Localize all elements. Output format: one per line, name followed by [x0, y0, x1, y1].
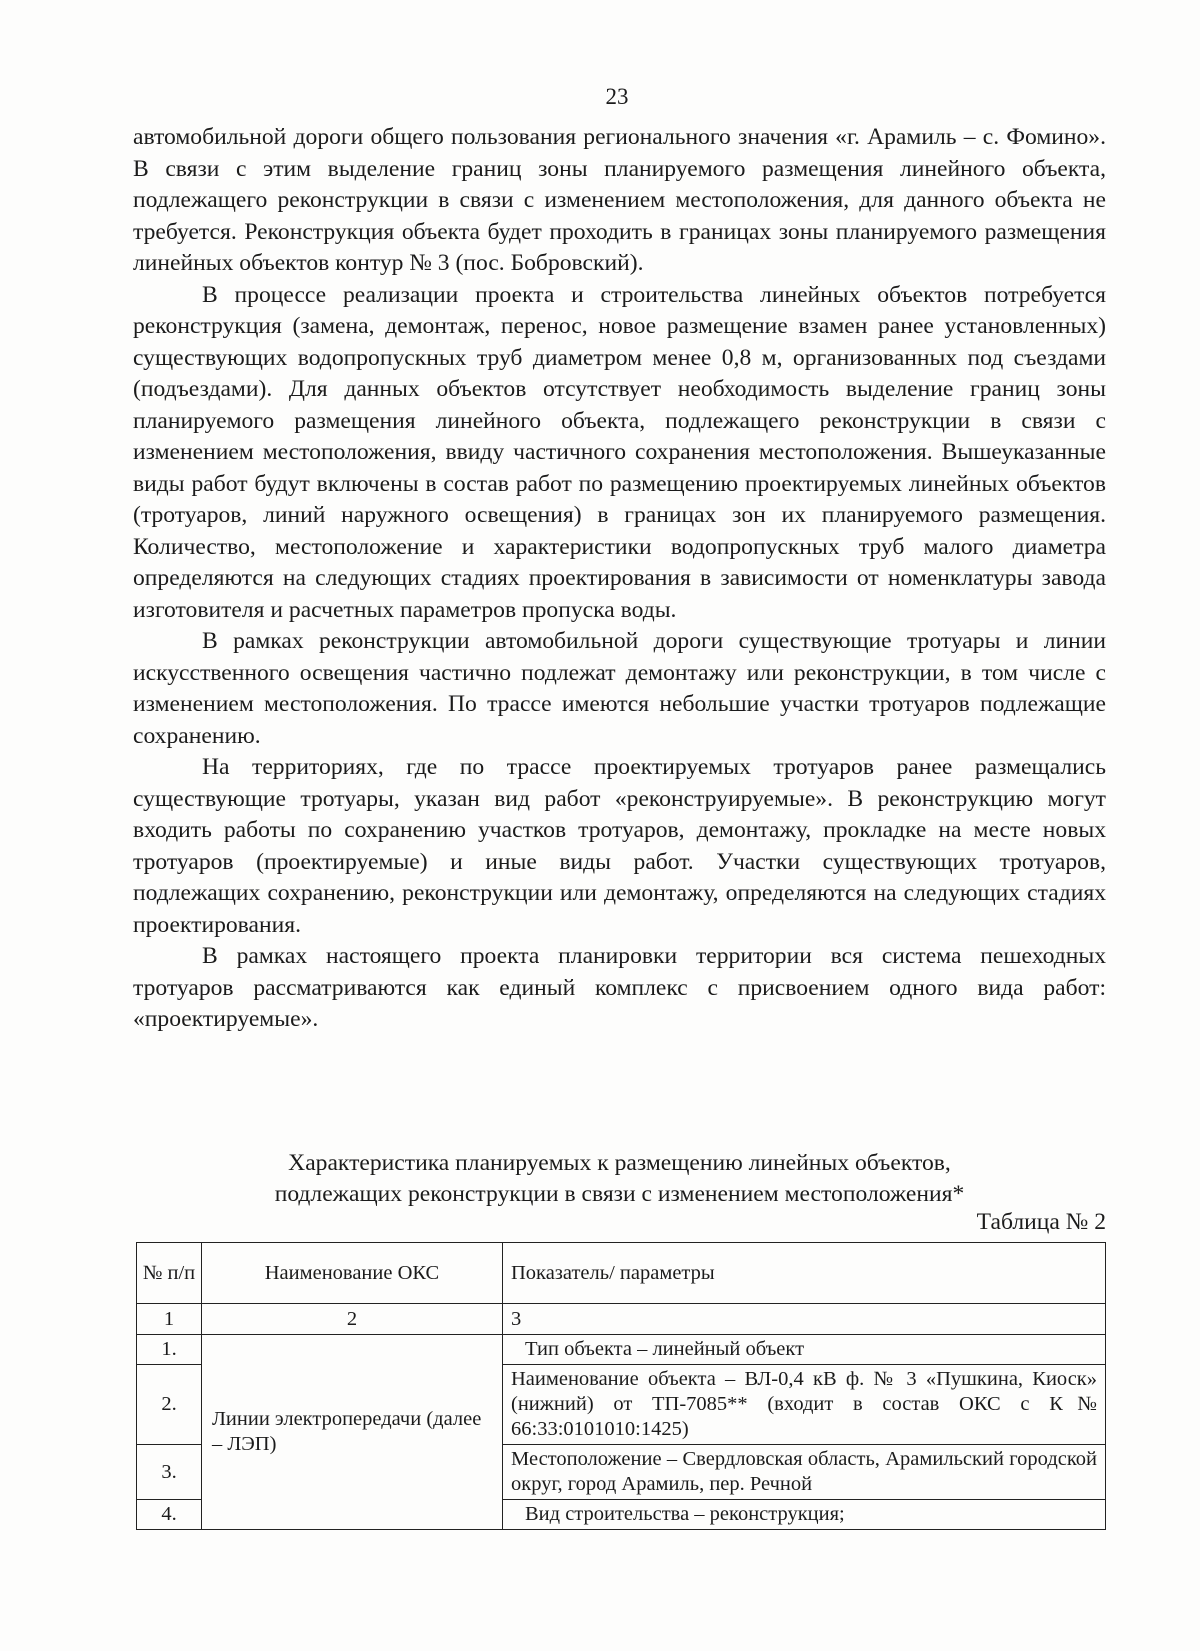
table-label: Таблица № 2	[976, 1209, 1106, 1235]
caption-line: Характеристика планируемых к размещению линейных объектов,	[288, 1150, 951, 1176]
paragraph: На территориях, где по трассе проектируемых тротуаров ранее размещались существующие тротуары, указан вид работ «реконструируемые». В реконструкцию могут входить работы по сохранению участков тротуаров, демонтажу, прокладке на месте новых тротуаров (проектируемые) и иные виды работ. Участки существующих тротуаров, подлежащих сохранению, реконструкции или демонтажу, определяются на следующих стадиях проектирования.	[133, 754, 1106, 938]
caption-line: подлежащих реконструкции в связи с изменением местоположения*	[274, 1181, 965, 1207]
header-params: Показатель/ параметры	[503, 1243, 1106, 1304]
column-number: 1	[137, 1304, 202, 1335]
table-header-row	[137, 1243, 1106, 1304]
row-number: 4.	[137, 1500, 202, 1530]
row-param: Местоположение – Свердловская область, Арамильский городской округ, город Арамиль, пер. Речной	[503, 1445, 1106, 1500]
paragraph: В рамках реконструкции автомобильной дороги существующие тротуары и линии искусственного освещения частично подлежат демонтажу или реконструкции, в том числе с изменением местоположения. По трассе имеются небольшие участки тротуаров подлежащие сохранению.	[133, 628, 1106, 749]
row-number: 3.	[137, 1445, 202, 1500]
row-param: Наименование объекта – ВЛ-0,4 кВ ф. № 3 «Пушкина, Киоск» (нижний) от ТП-7085** (входит в состав ОКС с К№ 66:33:0101010:1425)	[503, 1365, 1106, 1445]
table-caption	[133, 1148, 1106, 1210]
paragraph: автомобильной дороги общего пользования регионального значения «г. Арамиль – с. Фомино». В связи с этим выделение границ зоны планируемого размещения линейного объекта, подлежащего реконструкции в связи с изменением местоположения, для данного объекта не требуется. Реконструкция объекта будет проходить в границах зоны планируемого размещения линейных объектов контур № 3 (пос. Бобровский).	[133, 124, 1106, 276]
header-name: Наименование ОКС	[202, 1243, 503, 1304]
column-number-row	[137, 1304, 1106, 1335]
column-number: 3	[503, 1304, 1106, 1335]
row-number: 1.	[137, 1335, 202, 1365]
page-number: 23	[605, 84, 629, 109]
parameters-table	[136, 1242, 1106, 1530]
header-number: № п/п	[137, 1243, 202, 1304]
paragraph: В рамках настоящего проекта планировки территории вся система пешеходных тротуаров рассматриваются как единый комплекс с присвоением одного вида работ: «проектируемые».	[133, 943, 1106, 1032]
table-row	[137, 1335, 1106, 1365]
paragraph: В процессе реализации проекта и строительства линейных объектов потребуется реконструкция (замена, демонтаж, перенос, новое размещение взамен ранее установленных) существующих водопропускных труб диаметром менее 0,8 м, организованных под съездами (подъездами). Для данных объектов отсутствует необходимость выделение границ зоны планируемого размещения линейного объекта, подлежащего реконструкции в связи с изменением местоположения, ввиду частичного сохранения местоположения. Вышеуказанные виды работ будут включены в состав работ по размещению проектируемых линейных объектов (тротуаров, линий наружного освещения) в границах зон их планируемого размещения. Количество, местоположение и характеристики водопропускных труб малого диаметра определяются на следующих стадиях проектирования в зависимости от номенклатуры завода изготовителя и расчетных параметров пропуска воды.	[133, 281, 1106, 623]
column-number: 2	[202, 1304, 503, 1335]
row-param: Вид строительства – реконструкция;	[503, 1500, 1106, 1530]
row-number: 2.	[137, 1365, 202, 1445]
body-text	[133, 122, 1106, 1036]
row-param: Тип объекта – линейный объект	[503, 1335, 1106, 1365]
object-name-cell: Линии электропередачи (далее – ЛЭП)	[202, 1335, 503, 1530]
